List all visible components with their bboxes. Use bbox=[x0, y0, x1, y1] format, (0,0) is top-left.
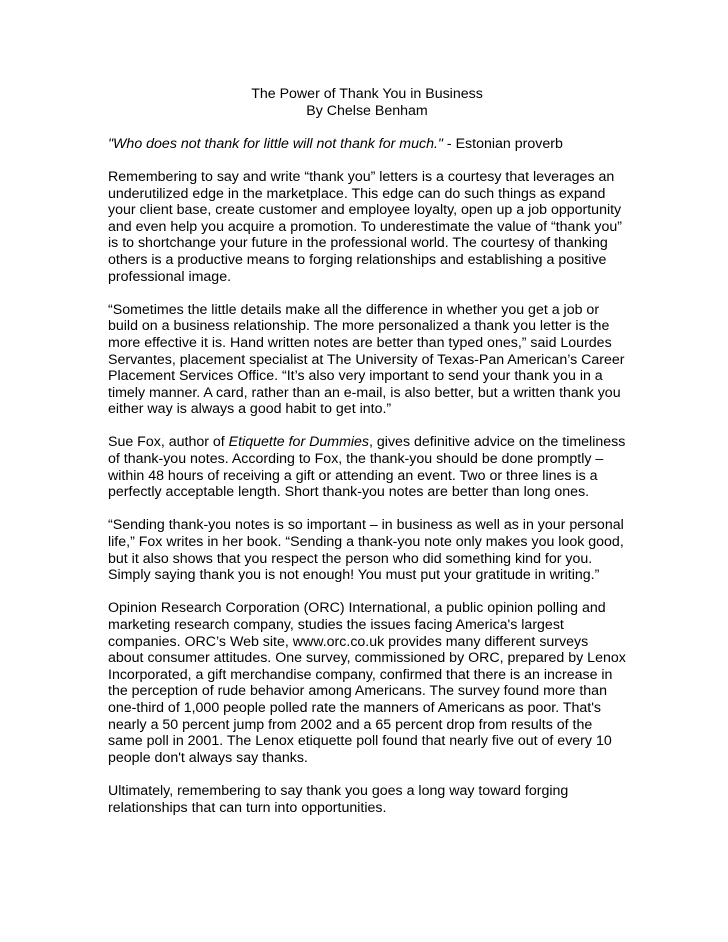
epigraph-quote: "Who does not thank for little will not thank for much." bbox=[108, 135, 443, 152]
epigraph-attribution: - Estonian proverb bbox=[442, 135, 563, 152]
paragraph-1: Remembering to say and write “thank you” letters is a courtesy that leverages an underutilized edge in the marketplace. This edge can do such things as expand your client base, create customer and employee loyalty, open up a job opportunity and even help you acquire a promotion. To underestimate the value of “thank you” is to shortchange your future in the professional world. The courtesy of thanking others is a productive means to forging relationships and establishing a positive professional image. bbox=[108, 168, 622, 285]
paragraph-5: Opinion Research Corporation (ORC) International, a public opinion polling and marketing research company, studies the issues facing America's largest companies. ORC’s Web site, www.orc.co.uk provides many different surveys about consumer attitudes. One survey, commissioned by ORC, prepared by Lenox Incorporated, a gift merchandise company, confirmed that there is an increase in the perception of rude behavior among Americans. The survey found more than one-third of 1,000 people polled rate the manners of Americans as poor. That's nearly a 50 percent jump from 2002 and a 65 percent drop from results of the same poll in 2001. The Lenox etiquette poll found that nearly five out of every 10 people don't always say thanks. bbox=[108, 600, 626, 766]
paragraph-3 bbox=[108, 434, 626, 500]
paragraph-6: Ultimately, remembering to say thank you goes a long way toward forging relationships that can turn into opportunities. bbox=[108, 782, 569, 816]
paragraph-3-after: , gives definitive advice on the timeliness of thank-you notes. According to Fox, the thank-you should be done promptly – within 48 hours of receiving a gift or attending an event. Two or three lines is a perfectly acceptable length. Short thank-you notes are better than long ones. bbox=[108, 434, 626, 501]
title-block bbox=[108, 86, 626, 119]
document-author: By Chelse Benham bbox=[306, 102, 428, 119]
paragraph-3-before: Sue Fox, author of bbox=[108, 434, 229, 451]
paragraph-4: “Sending thank-you notes is so important – in business as well as in your personal life,” Fox writes in her book. “Sending a thank-you note only makes you look good, but it also shows that you respect the person who did something kind for you. Simply saying thank you is not enough! You must put your gratitude in writing.” bbox=[108, 517, 624, 584]
book-title: Etiquette for Dummies bbox=[228, 434, 370, 451]
paragraph-2: “Sometimes the little details make all the difference in whether you get a job or build on a business relationship. The more personalized a thank you letter is the more effective it is. Hand written notes are better than typed ones,” said Lourdes Servantes, placement specialist at The University of Texas-Pan American’s Career Placement Services Office. “It’s also very important to send your thank you in a timely manner. A card, rather than an e-mail, is also better, but a written thank you either way is always a good habit to get into.” bbox=[108, 301, 625, 418]
epigraph bbox=[108, 136, 626, 153]
document-title: The Power of Thank You in Business bbox=[251, 86, 483, 102]
document-page bbox=[108, 86, 626, 833]
